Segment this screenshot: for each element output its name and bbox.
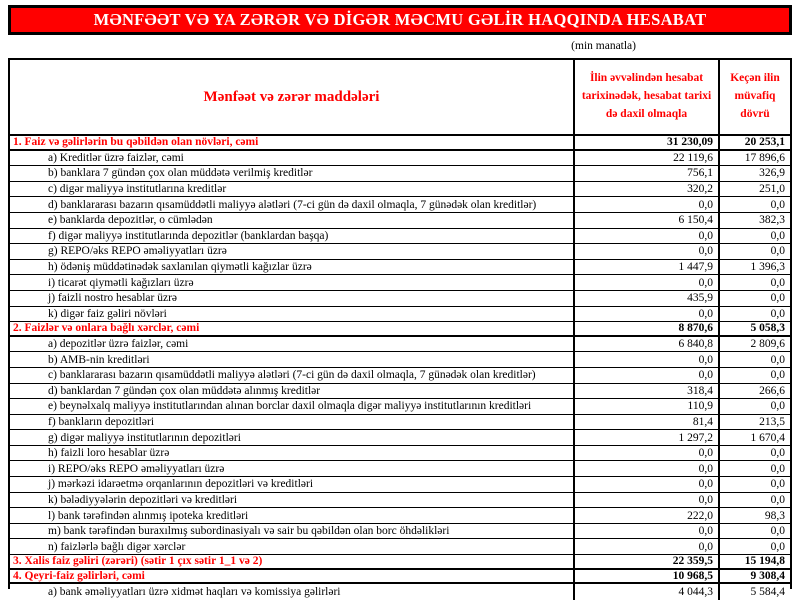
table-row xyxy=(10,197,790,213)
row-value-prior-period: 0,0 xyxy=(770,276,785,289)
table-row xyxy=(10,584,790,599)
row-value-prior-period: 9 308,4 xyxy=(750,569,785,582)
table-row xyxy=(10,321,790,337)
row-value-current-period: 1 447,9 xyxy=(575,260,720,275)
row-value-current-period: 0,0 xyxy=(575,275,720,290)
row-label: 3. Xalis faiz gəliri (zərəri) (sətir 1 çıx sətir 1_1 və 2) xyxy=(10,555,575,568)
row-value-current-period: 0,0 xyxy=(575,477,720,492)
row-label: i) REPO/əks REPO əməliyyatları üzrə xyxy=(10,461,575,476)
row-value-current-period: 0,0 xyxy=(575,197,720,212)
table-row xyxy=(10,213,790,229)
table-row xyxy=(10,275,790,291)
table-row xyxy=(10,244,790,260)
row-value-prior-period: 382,3 xyxy=(759,214,785,227)
row-value-current-period: 22 359,5 xyxy=(575,555,720,568)
row-value-current-period: 318,4 xyxy=(575,384,720,399)
row-value-prior-period: 0,0 xyxy=(770,229,785,242)
row-value-current-period: 0,0 xyxy=(575,307,720,322)
row-value-current-period: 31 230,09 xyxy=(575,136,720,149)
table-row xyxy=(10,166,790,182)
table-row xyxy=(10,569,790,585)
row-value-prior-period: 0,0 xyxy=(770,353,785,366)
row-value-prior-period: 20 253,1 xyxy=(744,136,785,149)
row-label: f) digər maliyyə institutlarında depozitlər (banklardan başqa) xyxy=(10,229,575,244)
row-value-current-period: 1 297,2 xyxy=(575,430,720,445)
row-label: l) bank tərəfindən alınmış ipoteka kreditləri xyxy=(10,508,575,523)
row-value-prior-period: 266,6 xyxy=(759,384,785,397)
unit-note: (min manatla) xyxy=(571,40,636,52)
table-row xyxy=(10,508,790,524)
row-value-current-period: 6 150,4 xyxy=(575,213,720,228)
row-value-prior-period: 5 058,3 xyxy=(750,322,785,335)
table-row xyxy=(10,260,790,276)
table-row xyxy=(10,524,790,540)
row-value-current-period: 435,9 xyxy=(575,291,720,306)
table-body xyxy=(10,135,790,599)
row-value-prior-period: 0,0 xyxy=(770,478,785,491)
table-row xyxy=(10,291,790,307)
table-row xyxy=(10,461,790,477)
table-row xyxy=(10,368,790,384)
row-label: j) mərkəzi idarəetmə orqanlarının depozitləri və kreditləri xyxy=(10,477,575,492)
row-value-prior-period: 0,0 xyxy=(770,447,785,460)
row-value-prior-period: 0,0 xyxy=(770,307,785,320)
row-value-prior-period: 0,0 xyxy=(770,369,785,382)
table-row xyxy=(10,182,790,198)
row-label: a) bank əməliyyatları üzrə xidmət haqları və komissiya gəlirləri xyxy=(10,584,575,600)
row-value-prior-period: 0,0 xyxy=(770,540,785,553)
row-value-prior-period: 251,0 xyxy=(759,183,785,196)
row-label: c) banklararası bazarın qısamüddətli maliyyə alətləri (7-ci gün də daxil olmaqla, 7 günədək olan kreditlər) xyxy=(10,368,575,383)
column-header-current-period: İlin əvvəlindən hesabat tarixinədək, hesabat tarixi də daxil olmaqla xyxy=(575,60,720,134)
row-value-current-period: 222,0 xyxy=(575,508,720,523)
row-value-prior-period: 1 396,3 xyxy=(750,261,785,274)
report-title: MƏNFƏƏT VƏ YA ZƏRƏR VƏ DİGƏR MƏCMU GƏLİR HAQQINDA HESABAT xyxy=(93,10,707,29)
row-value-current-period: 0,0 xyxy=(575,368,720,383)
table-row xyxy=(10,352,790,368)
table-header-row xyxy=(10,60,790,136)
row-label: i) ticarət qiymətli kağızları üzrə xyxy=(10,275,575,290)
row-label: g) REPO/əks REPO əməliyyatları üzrə xyxy=(10,244,575,259)
column-header-items: Mənfəət və zərər maddələri xyxy=(10,60,575,134)
row-value-prior-period: 0,0 xyxy=(770,525,785,538)
row-label: h) faizli loro hesablar üzrə xyxy=(10,446,575,461)
table-row xyxy=(10,307,790,323)
table-row xyxy=(10,337,790,353)
table-row xyxy=(10,151,790,167)
row-value-current-period: 10 968,5 xyxy=(575,570,720,583)
row-value-prior-period: 326,9 xyxy=(759,167,785,180)
row-label: a) depozitlər üzrə faizlər, cəmi xyxy=(10,337,575,352)
row-label: k) bələdiyyələrin depozitləri və kreditləri xyxy=(10,493,575,508)
row-value-prior-period: 1 670,4 xyxy=(750,431,785,444)
row-value-prior-period: 0,0 xyxy=(770,292,785,305)
table-row xyxy=(10,539,790,555)
row-label: d) banklararası bazarın qısamüddətli maliyyə alətləri (7-ci gün də daxil olmaqla, 7 günədək olan kreditlər) xyxy=(10,197,575,212)
row-label: 2. Faizlər və onlara bağlı xərclər, cəmi xyxy=(10,322,575,335)
row-label: b) AMB-nin kreditləri xyxy=(10,352,575,367)
row-value-current-period: 0,0 xyxy=(575,244,720,259)
row-value-prior-period: 17 896,6 xyxy=(744,151,785,164)
table-row xyxy=(10,446,790,462)
table-row xyxy=(10,399,790,415)
row-label: d) banklardan 7 gündən çox olan müddətə alınmış kreditlər xyxy=(10,384,575,399)
row-value-prior-period: 0,0 xyxy=(770,245,785,258)
row-value-prior-period: 0,0 xyxy=(770,462,785,475)
row-value-current-period: 0,0 xyxy=(575,352,720,367)
row-value-prior-period: 2 809,6 xyxy=(750,338,785,351)
row-value-current-period: 22 119,6 xyxy=(575,151,720,166)
table-row xyxy=(10,477,790,493)
column-header-prior-period: Keçən ilin müvafiq dövrü xyxy=(730,72,780,120)
table-row xyxy=(10,415,790,431)
row-label: j) faizli nostro hesablar üzrə xyxy=(10,291,575,306)
row-label: 4. Qeyri-faiz gəlirləri, cəmi xyxy=(10,570,575,583)
row-label: f) bankların depozitləri xyxy=(10,415,575,430)
row-label: g) digər maliyyə institutlarının depozitləri xyxy=(10,430,575,445)
report-title-banner xyxy=(8,5,792,35)
row-value-prior-period: 213,5 xyxy=(759,415,785,428)
row-value-prior-period: 5 584,4 xyxy=(750,586,785,599)
row-label: k) digər faiz gəliri növləri xyxy=(10,307,575,322)
row-label: n) faizlərlə bağlı digər xərclər xyxy=(10,539,575,554)
row-label: m) bank tərəfindən buraxılmış subordinasiyalı və sair bu qəbildən olan borc öhdəlikləri xyxy=(10,524,575,539)
table-row xyxy=(10,229,790,245)
row-value-current-period: 0,0 xyxy=(575,524,720,539)
row-value-prior-period: 98,3 xyxy=(764,509,785,522)
row-label: e) banklarda depozitlər, o cümlədən xyxy=(10,213,575,228)
row-value-current-period: 4 044,3 xyxy=(575,584,720,600)
row-value-current-period: 8 870,6 xyxy=(575,322,720,335)
row-value-current-period: 0,0 xyxy=(575,461,720,476)
row-value-current-period: 0,0 xyxy=(575,229,720,244)
row-value-prior-period: 0,0 xyxy=(770,493,785,506)
table-row xyxy=(10,554,790,570)
row-label: 1. Faiz və gəlirlərin bu qəbildən olan növləri, cəmi xyxy=(10,136,575,149)
row-value-current-period: 81,4 xyxy=(575,415,720,430)
row-label: c) digər maliyyə institutlarına kreditlər xyxy=(10,182,575,197)
row-value-current-period: 756,1 xyxy=(575,166,720,181)
row-value-current-period: 320,2 xyxy=(575,182,720,197)
table-row xyxy=(10,493,790,509)
row-value-current-period: 110,9 xyxy=(575,399,720,414)
row-label: a) Kreditlər üzrə faizlər, cəmi xyxy=(10,151,575,166)
row-value-prior-period: 0,0 xyxy=(770,198,785,211)
profit-loss-table xyxy=(8,58,792,599)
row-label: e) beynəlxalq maliyyə institutlarından alınan borclar daxil olmaqla digər maliyyə institutlarının kreditləri xyxy=(10,399,575,414)
row-value-current-period: 0,0 xyxy=(575,539,720,554)
row-value-current-period: 0,0 xyxy=(575,446,720,461)
table-row xyxy=(10,384,790,400)
row-label: h) ödəniş müddətinədək saxlanılan qiymətli kağızlar üzrə xyxy=(10,260,575,275)
row-label: b) banklara 7 gündən çox olan müddətə verilmiş kreditlər xyxy=(10,166,575,181)
row-value-current-period: 6 840,8 xyxy=(575,337,720,352)
table-row xyxy=(10,135,790,151)
row-value-prior-period: 15 194,8 xyxy=(744,555,785,568)
table-row xyxy=(10,430,790,446)
row-value-current-period: 0,0 xyxy=(575,493,720,508)
row-value-prior-period: 0,0 xyxy=(770,400,785,413)
